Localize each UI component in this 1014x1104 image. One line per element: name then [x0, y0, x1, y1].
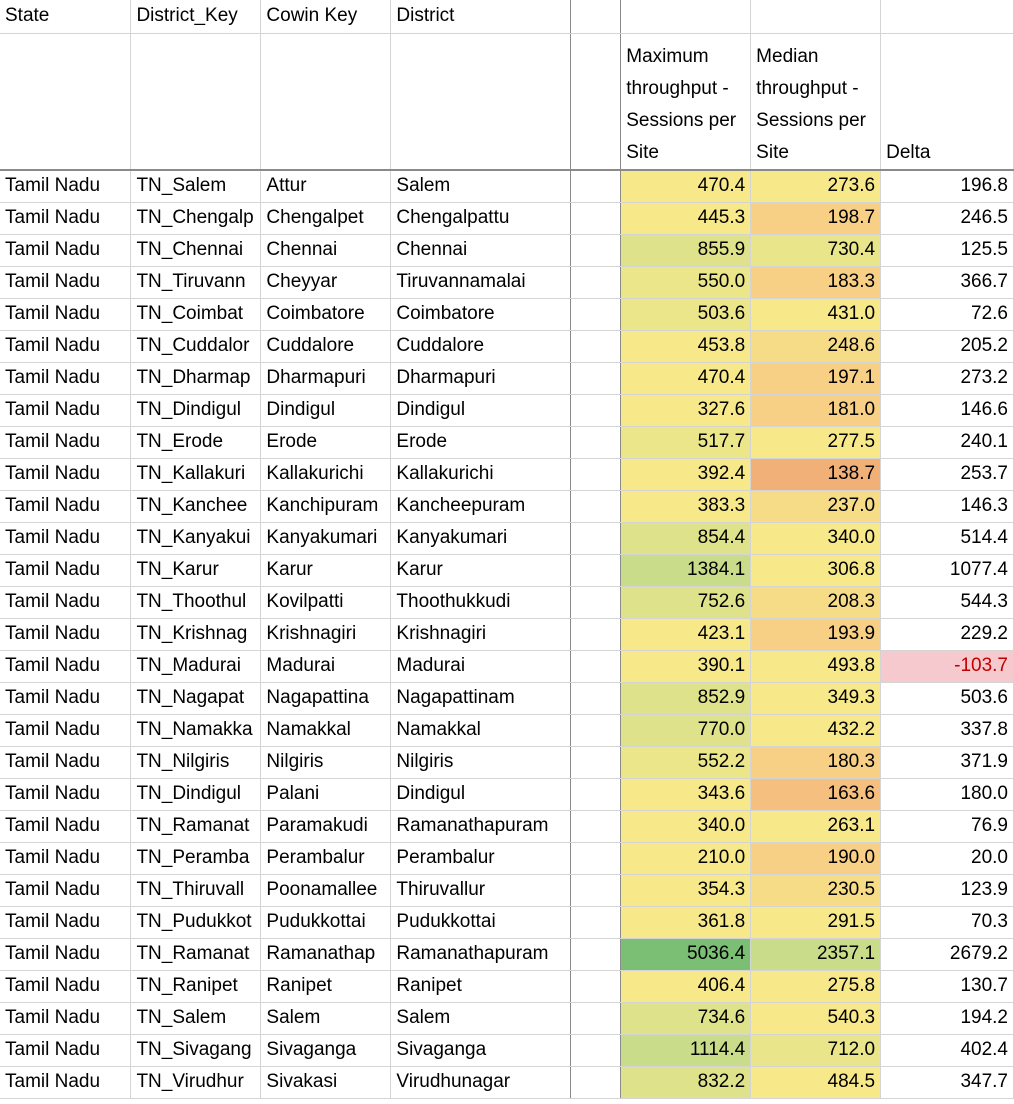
cell-median-throughput[interactable]: 163.6	[751, 778, 881, 810]
cell-median-throughput[interactable]: 197.1	[751, 362, 881, 394]
cell-max-throughput[interactable]: 470.4	[621, 362, 751, 394]
cell-district-key[interactable]: TN_Nilgiris	[131, 746, 261, 778]
cell-district-key[interactable]: TN_Dindigul	[131, 394, 261, 426]
cell-cowin-key[interactable]: Krishnagiri	[261, 618, 391, 650]
cell-state[interactable]: Tamil Nadu	[0, 234, 131, 266]
cell-district-key[interactable]: TN_Kallakuri	[131, 458, 261, 490]
cell-state[interactable]: Tamil Nadu	[0, 554, 131, 586]
cell-max-throughput[interactable]: 855.9	[621, 234, 751, 266]
cell-max-throughput[interactable]: 734.6	[621, 1002, 751, 1034]
table-row	[0, 362, 1014, 394]
cell-delta[interactable]: 196.8	[881, 170, 1014, 202]
cell-max-throughput[interactable]: 392.4	[621, 458, 751, 490]
cell-median-throughput[interactable]: 277.5	[751, 426, 881, 458]
cell-cowin-key[interactable]: Attur	[261, 170, 391, 202]
cell-state[interactable]: Tamil Nadu	[0, 426, 131, 458]
cell-cowin-key[interactable]: Perambalur	[261, 842, 391, 874]
cell-delta[interactable]: 371.9	[881, 746, 1014, 778]
cell-district-key[interactable]: TN_Nagapat	[131, 682, 261, 714]
cell-state[interactable]: Tamil Nadu	[0, 650, 131, 682]
cell-district[interactable]: Thiruvallur	[391, 874, 571, 906]
cell-delta[interactable]: 229.2	[881, 618, 1014, 650]
cell-state[interactable]: Tamil Nadu	[0, 170, 131, 202]
cell-cowin-key[interactable]: Dindigul	[261, 394, 391, 426]
cell-max-throughput[interactable]: 1384.1	[621, 554, 751, 586]
cell-median-throughput[interactable]: 306.8	[751, 554, 881, 586]
cell-max-throughput[interactable]: 550.0	[621, 266, 751, 298]
cell-median-throughput[interactable]: 181.0	[751, 394, 881, 426]
cell-max-throughput[interactable]: 406.4	[621, 970, 751, 1002]
header-empty-cell[interactable]	[751, 0, 881, 33]
cell-state[interactable]: Tamil Nadu	[0, 1002, 131, 1034]
cell-district-key[interactable]: TN_Krishnag	[131, 618, 261, 650]
cell-delta[interactable]: 76.9	[881, 810, 1014, 842]
header-delta[interactable]: Delta	[881, 33, 1014, 170]
cell-cowin-key[interactable]: Sivaganga	[261, 1034, 391, 1066]
cell-district-key[interactable]: TN_Dindigul	[131, 778, 261, 810]
cell-max-throughput[interactable]: 503.6	[621, 298, 751, 330]
header-district-key[interactable]: District_Key	[131, 0, 261, 33]
cell-district-key[interactable]: TN_Chennai	[131, 234, 261, 266]
cell-median-throughput[interactable]: 432.2	[751, 714, 881, 746]
cell-district-key[interactable]: TN_Namakka	[131, 714, 261, 746]
cell-median-throughput[interactable]: 431.0	[751, 298, 881, 330]
cell-delta[interactable]: 273.2	[881, 362, 1014, 394]
cell-state[interactable]: Tamil Nadu	[0, 490, 131, 522]
cell-district[interactable]: Virudhunagar	[391, 1066, 571, 1098]
cell-max-throughput[interactable]: 832.2	[621, 1066, 751, 1098]
cell-state[interactable]: Tamil Nadu	[0, 266, 131, 298]
cell-district[interactable]: Coimbatore	[391, 298, 571, 330]
empty-cell[interactable]	[571, 906, 621, 938]
cell-median-throughput[interactable]: 193.9	[751, 618, 881, 650]
cell-max-throughput[interactable]: 453.8	[621, 330, 751, 362]
empty-cell[interactable]	[261, 33, 391, 170]
cell-median-throughput[interactable]: 180.3	[751, 746, 881, 778]
table-row	[0, 522, 1014, 554]
cell-district[interactable]: Karur	[391, 554, 571, 586]
cell-max-throughput[interactable]: 470.4	[621, 170, 751, 202]
table-row	[0, 202, 1014, 234]
cell-district[interactable]: Kallakurichi	[391, 458, 571, 490]
cell-median-throughput[interactable]: 230.5	[751, 874, 881, 906]
empty-cell[interactable]	[571, 458, 621, 490]
table-row	[0, 746, 1014, 778]
cell-state[interactable]: Tamil Nadu	[0, 522, 131, 554]
cell-delta[interactable]: 123.9	[881, 874, 1014, 906]
cell-median-throughput[interactable]: 190.0	[751, 842, 881, 874]
cell-cowin-key[interactable]: Ramanathap	[261, 938, 391, 970]
table-row	[0, 234, 1014, 266]
empty-cell[interactable]	[571, 682, 621, 714]
cell-cowin-key[interactable]: Cheyyar	[261, 266, 391, 298]
cell-cowin-key[interactable]: Kallakurichi	[261, 458, 391, 490]
empty-cell[interactable]	[131, 33, 261, 170]
empty-cell[interactable]	[571, 586, 621, 618]
empty-cell[interactable]	[571, 938, 621, 970]
cell-median-throughput[interactable]: 273.6	[751, 170, 881, 202]
cell-delta[interactable]: 514.4	[881, 522, 1014, 554]
empty-cell[interactable]	[571, 1034, 621, 1066]
cell-median-throughput[interactable]: 291.5	[751, 906, 881, 938]
cell-district[interactable]: Namakkal	[391, 714, 571, 746]
empty-cell[interactable]	[571, 778, 621, 810]
cell-cowin-key[interactable]: Madurai	[261, 650, 391, 682]
cell-median-throughput[interactable]: 712.0	[751, 1034, 881, 1066]
header-empty-cell[interactable]	[881, 0, 1014, 33]
cell-max-throughput[interactable]: 445.3	[621, 202, 751, 234]
cell-cowin-key[interactable]: Ranipet	[261, 970, 391, 1002]
cell-delta[interactable]: -103.7	[881, 650, 1014, 682]
cell-cowin-key[interactable]: Poonamallee	[261, 874, 391, 906]
table-row	[0, 810, 1014, 842]
cell-median-throughput[interactable]: 2357.1	[751, 938, 881, 970]
cell-state[interactable]: Tamil Nadu	[0, 202, 131, 234]
cell-district-key[interactable]: TN_Ranipet	[131, 970, 261, 1002]
cell-district[interactable]: Sivaganga	[391, 1034, 571, 1066]
cell-max-throughput[interactable]: 383.3	[621, 490, 751, 522]
cell-state[interactable]: Tamil Nadu	[0, 906, 131, 938]
cell-cowin-key[interactable]: Cuddalore	[261, 330, 391, 362]
cell-district-key[interactable]: TN_Salem	[131, 1002, 261, 1034]
cell-district[interactable]: Erode	[391, 426, 571, 458]
cell-max-throughput[interactable]: 770.0	[621, 714, 751, 746]
cell-district[interactable]: Thoothukkudi	[391, 586, 571, 618]
cell-cowin-key[interactable]: Dharmapuri	[261, 362, 391, 394]
header-row	[0, 0, 1014, 33]
cell-delta[interactable]: 194.2	[881, 1002, 1014, 1034]
cell-median-throughput[interactable]: 349.3	[751, 682, 881, 714]
cell-max-throughput[interactable]: 752.6	[621, 586, 751, 618]
cell-state[interactable]: Tamil Nadu	[0, 298, 131, 330]
cell-state[interactable]: Tamil Nadu	[0, 1066, 131, 1098]
header-max-throughput[interactable]: Maximum throughput - Sessions per Site	[621, 33, 751, 170]
table-row	[0, 970, 1014, 1002]
cell-district[interactable]: Dharmapuri	[391, 362, 571, 394]
cell-delta[interactable]: 2679.2	[881, 938, 1014, 970]
cell-district[interactable]: Kancheepuram	[391, 490, 571, 522]
cell-delta[interactable]: 402.4	[881, 1034, 1014, 1066]
cell-cowin-key[interactable]: Karur	[261, 554, 391, 586]
cell-max-throughput[interactable]: 852.9	[621, 682, 751, 714]
table-row	[0, 682, 1014, 714]
cell-median-throughput[interactable]: 540.3	[751, 1002, 881, 1034]
cell-median-throughput[interactable]: 275.8	[751, 970, 881, 1002]
cell-district[interactable]: Madurai	[391, 650, 571, 682]
empty-cell[interactable]	[571, 234, 621, 266]
table-row	[0, 554, 1014, 586]
cell-cowin-key[interactable]: Palani	[261, 778, 391, 810]
cell-median-throughput[interactable]: 138.7	[751, 458, 881, 490]
empty-cell[interactable]	[571, 266, 621, 298]
table-row	[0, 842, 1014, 874]
header-district[interactable]: District	[391, 0, 571, 33]
cell-max-throughput[interactable]: 343.6	[621, 778, 751, 810]
cell-state[interactable]: Tamil Nadu	[0, 586, 131, 618]
empty-cell[interactable]	[571, 170, 621, 202]
cell-state[interactable]: Tamil Nadu	[0, 1034, 131, 1066]
cell-district[interactable]: Ramanathapuram	[391, 810, 571, 842]
cell-median-throughput[interactable]: 263.1	[751, 810, 881, 842]
table-row	[0, 458, 1014, 490]
empty-cell[interactable]	[571, 1002, 621, 1034]
cell-district-key[interactable]: TN_Madurai	[131, 650, 261, 682]
table-row	[0, 1002, 1014, 1034]
cell-cowin-key[interactable]: Kovilpatti	[261, 586, 391, 618]
cell-cowin-key[interactable]: Kanchipuram	[261, 490, 391, 522]
cell-district-key[interactable]: TN_Kanchee	[131, 490, 261, 522]
cell-delta[interactable]: 125.5	[881, 234, 1014, 266]
cell-cowin-key[interactable]: Chengalpet	[261, 202, 391, 234]
empty-cell[interactable]	[571, 298, 621, 330]
cell-cowin-key[interactable]: Erode	[261, 426, 391, 458]
cell-state[interactable]: Tamil Nadu	[0, 778, 131, 810]
empty-cell[interactable]	[571, 490, 621, 522]
table-row	[0, 170, 1014, 202]
cell-delta[interactable]: 130.7	[881, 970, 1014, 1002]
cell-max-throughput[interactable]: 423.1	[621, 618, 751, 650]
cell-state[interactable]: Tamil Nadu	[0, 874, 131, 906]
cell-median-throughput[interactable]: 248.6	[751, 330, 881, 362]
cell-district[interactable]: Pudukkottai	[391, 906, 571, 938]
table-row	[0, 490, 1014, 522]
cell-cowin-key[interactable]: Sivakasi	[261, 1066, 391, 1098]
cell-max-throughput[interactable]: 1114.4	[621, 1034, 751, 1066]
cell-delta[interactable]: 544.3	[881, 586, 1014, 618]
empty-cell[interactable]	[391, 33, 571, 170]
header-empty-cell[interactable]	[621, 0, 751, 33]
cell-max-throughput[interactable]: 354.3	[621, 874, 751, 906]
cell-district[interactable]: Ranipet	[391, 970, 571, 1002]
cell-cowin-key[interactable]: Paramakudi	[261, 810, 391, 842]
cell-cowin-key[interactable]: Namakkal	[261, 714, 391, 746]
cell-delta[interactable]: 146.3	[881, 490, 1014, 522]
cell-district-key[interactable]: TN_Thoothul	[131, 586, 261, 618]
cell-district[interactable]: Nagapattinam	[391, 682, 571, 714]
cell-median-throughput[interactable]: 484.5	[751, 1066, 881, 1098]
cell-district-key[interactable]: TN_Kanyakui	[131, 522, 261, 554]
cell-delta[interactable]: 337.8	[881, 714, 1014, 746]
cell-cowin-key[interactable]: Nagapattina	[261, 682, 391, 714]
cell-delta[interactable]: 146.6	[881, 394, 1014, 426]
table-row	[0, 714, 1014, 746]
header-empty-cell[interactable]	[571, 0, 621, 33]
empty-cell[interactable]	[571, 202, 621, 234]
empty-cell[interactable]	[571, 842, 621, 874]
table-row	[0, 1034, 1014, 1066]
cell-max-throughput[interactable]: 5036.4	[621, 938, 751, 970]
cell-district[interactable]: Krishnagiri	[391, 618, 571, 650]
cell-state[interactable]: Tamil Nadu	[0, 970, 131, 1002]
cell-delta[interactable]: 347.7	[881, 1066, 1014, 1098]
cell-delta[interactable]: 1077.4	[881, 554, 1014, 586]
cell-district-key[interactable]: TN_Ramanat	[131, 810, 261, 842]
table-row	[0, 906, 1014, 938]
cell-state[interactable]: Tamil Nadu	[0, 746, 131, 778]
cell-state[interactable]: Tamil Nadu	[0, 618, 131, 650]
cell-district-key[interactable]: TN_Ramanat	[131, 938, 261, 970]
header-median-throughput[interactable]: Median throughput - Sessions per Site	[751, 33, 881, 170]
table-row	[0, 394, 1014, 426]
header-cowin-key[interactable]: Cowin Key	[261, 0, 391, 33]
cell-delta[interactable]: 180.0	[881, 778, 1014, 810]
cell-median-throughput[interactable]: 208.3	[751, 586, 881, 618]
cell-median-throughput[interactable]: 340.0	[751, 522, 881, 554]
header-state[interactable]: State	[0, 0, 131, 33]
cell-max-throughput[interactable]: 361.8	[621, 906, 751, 938]
cell-delta[interactable]: 70.3	[881, 906, 1014, 938]
empty-cell[interactable]	[571, 810, 621, 842]
table-row	[0, 586, 1014, 618]
cell-cowin-key[interactable]: Pudukkottai	[261, 906, 391, 938]
cell-median-throughput[interactable]: 237.0	[751, 490, 881, 522]
empty-cell[interactable]	[571, 874, 621, 906]
cell-state[interactable]: Tamil Nadu	[0, 362, 131, 394]
cell-delta[interactable]: 205.2	[881, 330, 1014, 362]
cell-district[interactable]: Salem	[391, 170, 571, 202]
empty-cell[interactable]	[0, 33, 131, 170]
cell-delta[interactable]: 366.7	[881, 266, 1014, 298]
cell-district[interactable]: Perambalur	[391, 842, 571, 874]
cell-max-throughput[interactable]: 390.1	[621, 650, 751, 682]
cell-cowin-key[interactable]: Nilgiris	[261, 746, 391, 778]
empty-cell[interactable]	[571, 362, 621, 394]
cell-district-key[interactable]: TN_Peramba	[131, 842, 261, 874]
cell-cowin-key[interactable]: Coimbatore	[261, 298, 391, 330]
cell-delta[interactable]: 240.1	[881, 426, 1014, 458]
cell-delta[interactable]: 503.6	[881, 682, 1014, 714]
cell-max-throughput[interactable]: 327.6	[621, 394, 751, 426]
cell-district-key[interactable]: TN_Tiruvann	[131, 266, 261, 298]
cell-state[interactable]: Tamil Nadu	[0, 842, 131, 874]
table-row	[0, 1066, 1014, 1098]
cell-district-key[interactable]: TN_Dharmap	[131, 362, 261, 394]
cell-district-key[interactable]: TN_Coimbat	[131, 298, 261, 330]
cell-delta[interactable]: 20.0	[881, 842, 1014, 874]
table-row	[0, 650, 1014, 682]
cell-state[interactable]: Tamil Nadu	[0, 810, 131, 842]
cell-district-key[interactable]: TN_Pudukkot	[131, 906, 261, 938]
empty-cell[interactable]	[571, 650, 621, 682]
cell-state[interactable]: Tamil Nadu	[0, 394, 131, 426]
table-row	[0, 298, 1014, 330]
empty-cell[interactable]	[571, 522, 621, 554]
cell-delta[interactable]: 72.6	[881, 298, 1014, 330]
empty-cell[interactable]	[571, 714, 621, 746]
cell-state[interactable]: Tamil Nadu	[0, 938, 131, 970]
cell-district-key[interactable]: TN_Cuddalor	[131, 330, 261, 362]
header-row-2	[0, 33, 1014, 170]
table-row	[0, 618, 1014, 650]
cell-district-key[interactable]: TN_Chengalp	[131, 202, 261, 234]
table-row	[0, 330, 1014, 362]
cell-max-throughput[interactable]: 552.2	[621, 746, 751, 778]
cell-district[interactable]: Chengalpattu	[391, 202, 571, 234]
cell-district-key[interactable]: TN_Karur	[131, 554, 261, 586]
table-row	[0, 938, 1014, 970]
cell-delta[interactable]: 253.7	[881, 458, 1014, 490]
cell-district[interactable]: Cuddalore	[391, 330, 571, 362]
cell-cowin-key[interactable]: Chennai	[261, 234, 391, 266]
empty-cell[interactable]	[571, 970, 621, 1002]
cell-district-key[interactable]: TN_Virudhur	[131, 1066, 261, 1098]
cell-max-throughput[interactable]: 854.4	[621, 522, 751, 554]
empty-cell[interactable]	[571, 554, 621, 586]
empty-cell[interactable]	[571, 746, 621, 778]
cell-district-key[interactable]: TN_Erode	[131, 426, 261, 458]
table-row	[0, 874, 1014, 906]
cell-cowin-key[interactable]: Kanyakumari	[261, 522, 391, 554]
cell-max-throughput[interactable]: 340.0	[621, 810, 751, 842]
empty-cell[interactable]	[571, 394, 621, 426]
cell-state[interactable]: Tamil Nadu	[0, 682, 131, 714]
cell-district[interactable]: Dindigul	[391, 394, 571, 426]
cell-state[interactable]: Tamil Nadu	[0, 330, 131, 362]
empty-cell[interactable]	[571, 1066, 621, 1098]
table-row	[0, 778, 1014, 810]
cell-median-throughput[interactable]: 730.4	[751, 234, 881, 266]
table-row	[0, 426, 1014, 458]
cell-district[interactable]: Chennai	[391, 234, 571, 266]
cell-district-key[interactable]: TN_Thiruvall	[131, 874, 261, 906]
cell-district[interactable]: Tiruvannamalai	[391, 266, 571, 298]
cell-district[interactable]: Nilgiris	[391, 746, 571, 778]
empty-cell[interactable]	[571, 33, 621, 170]
cell-median-throughput[interactable]: 198.7	[751, 202, 881, 234]
cell-median-throughput[interactable]: 493.8	[751, 650, 881, 682]
cell-district[interactable]: Dindigul	[391, 778, 571, 810]
cell-district-key[interactable]: TN_Salem	[131, 170, 261, 202]
empty-cell[interactable]	[571, 330, 621, 362]
cell-district[interactable]: Ramanathapuram	[391, 938, 571, 970]
cell-max-throughput[interactable]: 210.0	[621, 842, 751, 874]
empty-cell[interactable]	[571, 618, 621, 650]
cell-state[interactable]: Tamil Nadu	[0, 458, 131, 490]
cell-state[interactable]: Tamil Nadu	[0, 714, 131, 746]
cell-district[interactable]: Kanyakumari	[391, 522, 571, 554]
cell-delta[interactable]: 246.5	[881, 202, 1014, 234]
empty-cell[interactable]	[571, 426, 621, 458]
cell-district-key[interactable]: TN_Sivagang	[131, 1034, 261, 1066]
cell-district[interactable]: Salem	[391, 1002, 571, 1034]
cell-median-throughput[interactable]: 183.3	[751, 266, 881, 298]
cell-cowin-key[interactable]: Salem	[261, 1002, 391, 1034]
cell-max-throughput[interactable]: 517.7	[621, 426, 751, 458]
table-row	[0, 266, 1014, 298]
